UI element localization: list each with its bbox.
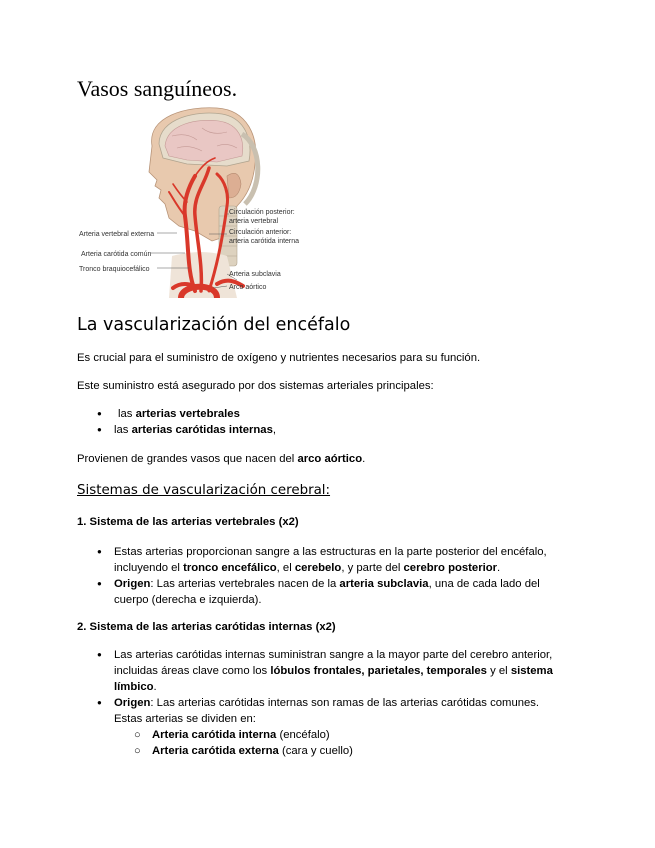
- anatomy-figure: [77, 106, 327, 298]
- label-circulacion-anterior: Circulación anterior:: [229, 229, 292, 236]
- list-item: ● Las arterias carótidas internas suministran sangre a la mayor parte del cerebro anterior, incluidas áreas clave como los lóbulos frontales, parietales, temporales y el sistema límbico.: [114, 647, 553, 695]
- vertebral-list: [114, 544, 547, 608]
- list-item: ● las arterias vertebrales: [114, 406, 276, 422]
- label-arteria-vertebral: arteria vertebral: [229, 218, 279, 225]
- list-item: ● las arterias carótidas internas,: [114, 422, 276, 438]
- vascular-illustration: [77, 106, 327, 298]
- arterial-systems-list: [114, 406, 276, 438]
- section-title-vertebrales: 1. Sistema de las arterias vertebrales (x2): [77, 516, 299, 528]
- subheading-sistemas: Sistemas de vascularización cerebral:: [77, 483, 331, 498]
- label-carotida-comun: Arteria carótida común: [81, 251, 152, 258]
- label-circulacion-posterior: Circulación posterior:: [229, 209, 295, 216]
- intro-paragraph-2: Este suministro está asegurado por dos sistemas arteriales principales:: [77, 380, 434, 392]
- carotid-list: [114, 647, 553, 759]
- label-tronco-braquiocefalico: Tronco braquiocefálico: [79, 266, 150, 273]
- list-item: ● Origen: Las arterias vertebrales nacen de la arteria subclavia, una de cada lado del cuerpo (derecha e izquierda).: [114, 576, 547, 608]
- list-item: ○ Arteria carótida externa (cara y cuello): [152, 743, 553, 759]
- intro-paragraph-1: Es crucial para el suministro de oxígeno y nutrientes necesarios para su función.: [77, 352, 481, 364]
- label-arteria-subclavia: Arteria subclavia: [229, 271, 281, 278]
- list-item: ● Estas arterias proporcionan sangre a las estructuras en la parte posterior del encéfalo, incluyendo el tronco encefálico, el cerebelo, y parte del cerebro posterior.: [114, 544, 547, 576]
- section-heading-vascularizacion: La vascularización del encéfalo: [77, 315, 351, 335]
- origin-paragraph: Provienen de grandes vasos que nacen del arco aórtico.: [77, 453, 366, 465]
- section-title-carotidas: 2. Sistema de las arterias carótidas internas (x2): [77, 621, 336, 633]
- list-item: ○ Arteria carótida interna (encéfalo): [152, 727, 553, 743]
- label-arco-aortico: Arco aórtico: [229, 284, 267, 291]
- label-carotida-interna: arteria carótida interna: [229, 238, 300, 245]
- carotid-sublist: [152, 727, 553, 759]
- list-item: ● Origen: Las arterias carótidas internas son ramas de las arterias carótidas comunes. Estas arterias se dividen en: ○ Arteria carótida interna (encéfalo) ○ Arteria carótida externa (cara y cuello): [114, 695, 553, 759]
- label-vertebral-externa: Arteria vertebral externa: [79, 231, 155, 238]
- page-title: Vasos sanguíneos.: [77, 76, 238, 101]
